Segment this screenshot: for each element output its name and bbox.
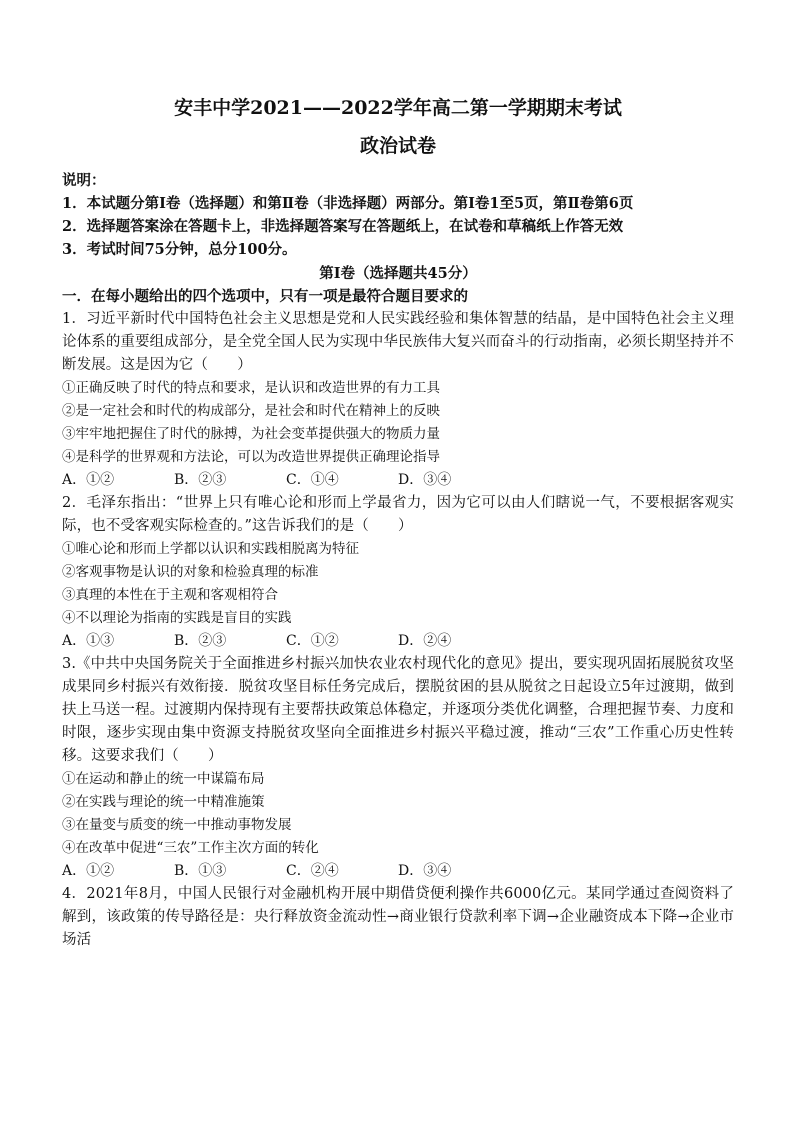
statement-option: ③牢牢地把握住了时代的脉搏，为社会变革提供强大的物质力量 (62, 426, 440, 442)
question-stem: 1．习近平新时代中国特色社会主义思想是党和人民实践经验和集体智慧的结晶，是中国特色社会主义理论体系的重要组成部分，是全党全国人民为实现中华民族伟大复兴而奋斗的行动指南，必须长期坚持并不断发展。这是因为它（ ） (62, 311, 734, 373)
statement-option: ④是科学的世界观和方法论，可以为改造世界提供正确理论指导 (62, 449, 440, 465)
choice-b: B．②③ (174, 633, 227, 649)
section-heading: 一．在每小题给出的四个选项中，只有一项是最符合题目要求的 (62, 288, 468, 305)
statement-option: ②是一定社会和时代的构成部分，是社会和时代在精神上的反映 (62, 403, 440, 419)
answer-choices (62, 630, 734, 653)
question-3 (62, 653, 734, 883)
answer-choices (62, 860, 734, 883)
note-item: 2．选择题答案涂在答题卡上，非选择题答案写在答题纸上，在试卷和草稿纸上作答无效 (62, 218, 624, 235)
question-stem: 4．2021年8月，中国人民银行对金融机构开展中期借贷便利操作共6000亿元。某同学通过查阅资料了解到，该政策的传导路径是：央行释放资金流动性→商业银行贷款利率下调→企业融资成本下降→企业市场活 (62, 886, 734, 948)
note-item: 3．考试时间75分钟，总分100分。 (62, 241, 297, 258)
question-2 (62, 492, 734, 653)
choice-a: A．①② (62, 472, 115, 488)
choice-a: A．①② (62, 863, 115, 879)
statement-option: ④不以理论为指南的实践是盲目的实践 (62, 610, 292, 626)
statement-option: ③在量变与质变的统一中推动事物发展 (62, 817, 292, 833)
choice-d: D．③④ (398, 472, 452, 488)
exam-page (62, 95, 734, 952)
statement-option: ①正确反映了时代的特点和要求，是认识和改造世界的有力工具 (62, 380, 440, 396)
choice-b: B．②③ (174, 472, 227, 488)
question-stem: 3.《中共中央国务院关于全面推进乡村振兴加快农业农村现代化的意见》提出，要实现巩固拓展脱贫攻坚成果同乡村振兴有效衔接．脱贫攻坚目标任务完成后，摆脱贫困的县从脱贫之日起设立5年过渡期，做到扶上马送一程。过渡期内保持现有主要帮扶政策总体稳定，并逐项分类优化调整，合理把握节奏、力度和时限，逐步实现由集中资源支持脱贫攻坚向全面推进乡村振兴平稳过渡，推动“三农”工作重心历史性转移。这要求我们（ ） (62, 656, 734, 764)
notes-heading: 说明： (62, 172, 106, 189)
question-4 (62, 883, 734, 952)
choice-d: D．③④ (398, 863, 452, 879)
statement-option: ②客观事物是认识的对象和检验真理的标准 (62, 564, 319, 580)
statement-option: ④在改革中促进“三农”工作主次方面的转化 (62, 840, 319, 856)
question-1 (62, 308, 734, 492)
choice-d: D．②④ (398, 633, 452, 649)
statement-option: ②在实践与理论的统一中精准施策 (62, 794, 265, 810)
answer-choices (62, 469, 734, 492)
statement-option: ①在运动和静止的统一中谋篇布局 (62, 771, 265, 787)
choice-c: C．①④ (286, 472, 339, 488)
statement-option: ①唯心论和形而上学都以认识和实践相脱离为特征 (62, 541, 359, 557)
part-title: 第Ⅰ卷（选择题共45分） (319, 265, 477, 282)
question-stem: 2．毛泽东指出：“世界上只有唯心论和形而上学最省力，因为它可以由人们瞎说一气，不要根据客观实际，也不受客观实际检查的。”这告诉我们的是（ ） (62, 495, 734, 534)
statement-option: ③真理的本性在于主观和客观相符合 (62, 587, 278, 603)
exam-subtitle: 政治试卷 (359, 135, 436, 157)
choice-c: C．②④ (286, 863, 339, 879)
exam-title: 安丰中学2021——2022学年高二第一学期期末考试 (174, 97, 622, 119)
note-item: 1．本试题分第Ⅰ卷（选择题）和第Ⅱ卷（非选择题）两部分。第Ⅰ卷1至5页，第Ⅱ卷第6页 (62, 195, 634, 212)
choice-c: C．①② (286, 633, 339, 649)
choice-a: A．①③ (62, 633, 115, 649)
choice-b: B．①③ (174, 863, 227, 879)
